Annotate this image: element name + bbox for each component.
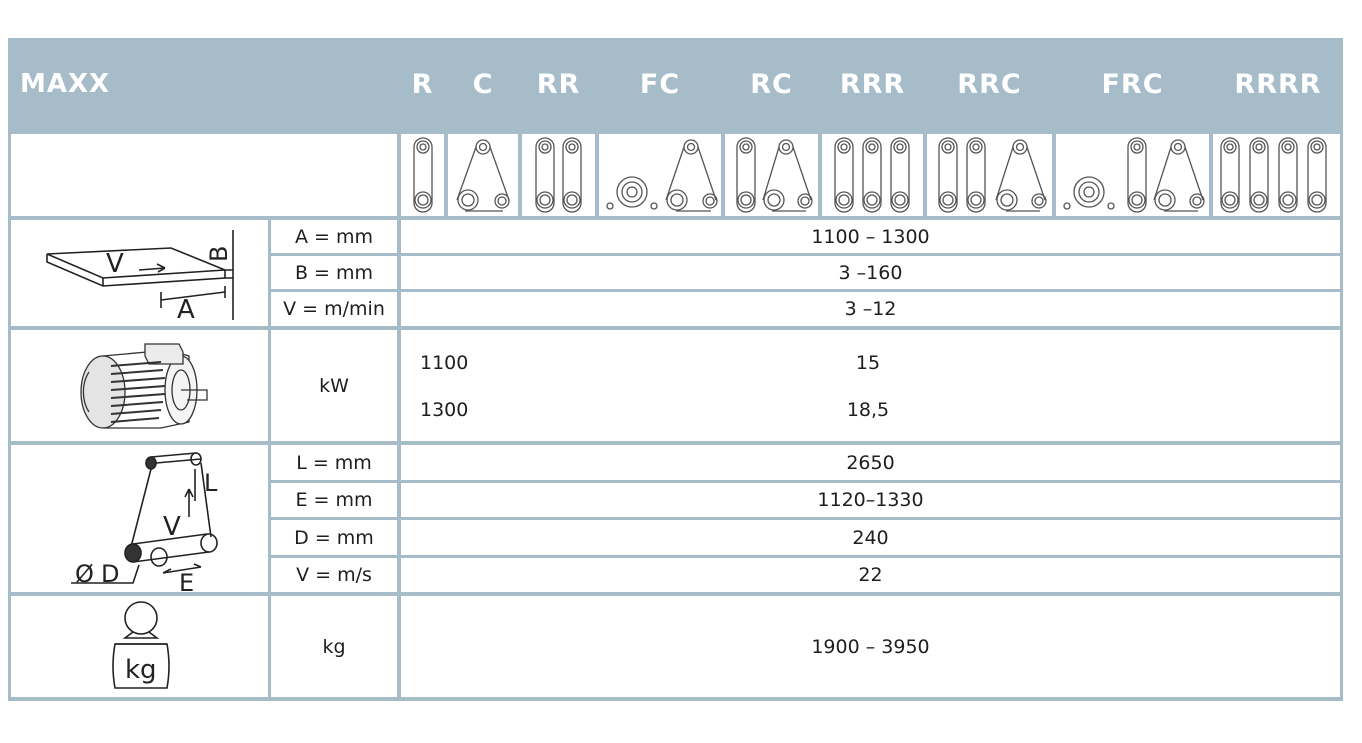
label-v: V <box>106 249 124 279</box>
rr-layout-icon <box>522 134 595 216</box>
abrasive-belt-icon <box>11 445 268 592</box>
param-d-label: D = mm <box>294 526 374 549</box>
weight-icon <box>11 596 268 697</box>
param-belt-v-label: V = m/s <box>296 564 372 586</box>
power-label: kW <box>319 374 349 397</box>
column-header-rr: RR <box>522 38 595 130</box>
label-phi: Ø <box>75 560 94 588</box>
label-l: L <box>204 469 218 497</box>
column-header-rrr: RRR <box>822 38 923 130</box>
param-v-value: 3 –12 <box>844 298 897 320</box>
rrr-layout-icon <box>822 134 923 216</box>
param-e-value: 1120–1330 <box>817 489 924 511</box>
c-layout-icon <box>448 134 518 216</box>
column-header-c: C <box>448 38 518 130</box>
label-a: A <box>177 295 195 325</box>
column-header-fc: FC <box>599 38 721 130</box>
param-a-label: A = mm <box>294 225 373 248</box>
param-v-label: V = m/min <box>283 298 385 320</box>
label-e: E <box>179 569 195 592</box>
param-l-label: L = mm <box>296 451 372 474</box>
label-belt-v: V <box>163 512 181 542</box>
column-header-rc: RC <box>725 38 818 130</box>
fc-layout-icon <box>599 134 721 216</box>
label-d: D <box>101 560 120 588</box>
power-width-1300: 1300 <box>420 399 469 421</box>
column-header-rrc: RRC <box>927 38 1052 130</box>
rc-layout-icon <box>725 134 818 216</box>
column-header-rrrr: RRRR <box>1213 38 1343 130</box>
motor-icon <box>11 330 268 441</box>
rrrr-layout-icon <box>1213 134 1343 216</box>
spec-table <box>8 38 1343 701</box>
weight-icon-label: kg <box>125 655 157 685</box>
column-header-r: R <box>401 38 444 130</box>
param-b-value: 3 –160 <box>838 261 903 284</box>
weight-label: kg <box>322 635 346 658</box>
param-d-value: 240 <box>852 526 889 549</box>
power-value-1300: 18,5 <box>846 399 890 421</box>
param-l-value: 2650 <box>846 451 895 474</box>
param-belt-v-value: 22 <box>858 564 883 586</box>
rrc-layout-icon <box>927 134 1052 216</box>
brand-header: MAXX <box>8 38 397 130</box>
frc-layout-icon <box>1056 134 1209 216</box>
workpiece-dimensions-icon <box>11 220 268 326</box>
param-a-value: 1100 – 1300 <box>811 225 930 248</box>
power-value-1100: 15 <box>855 352 881 374</box>
weight-value: 1900 – 3950 <box>811 635 930 658</box>
label-b: B <box>205 245 233 262</box>
param-b-label: B = mm <box>294 261 374 284</box>
param-e-label: E = mm <box>295 489 373 511</box>
power-width-1100: 1100 <box>420 352 469 374</box>
r-layout-icon <box>401 134 444 216</box>
column-header-frc: FRC <box>1056 38 1209 130</box>
